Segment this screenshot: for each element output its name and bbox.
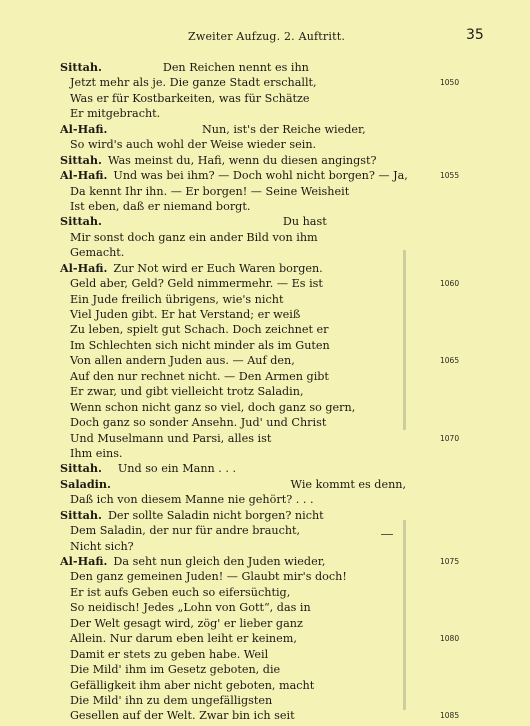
verse-text-span: Mir sonst doch ganz ein ander Bild von ihm bbox=[70, 230, 318, 244]
verse-line bbox=[60, 137, 480, 152]
verse-text-span: Und was bei ihm? — Doch wohl nicht borgen? — Ja, bbox=[113, 169, 408, 183]
running-header bbox=[0, 27, 530, 46]
page-number: 35 bbox=[466, 27, 484, 43]
verse-line bbox=[60, 616, 480, 631]
verse-line bbox=[60, 446, 480, 461]
verse-text-span: Ist eben, daß er niemand borgt. bbox=[70, 199, 251, 213]
verse-text bbox=[60, 60, 480, 724]
verse-text-span: Ein Jude freilich übrigens, wie's nicht bbox=[70, 292, 284, 306]
verse-text-span: Dem Saladin, der nur für andre braucht, bbox=[70, 524, 301, 538]
verse-text-span: Die Mild' ihn zu dem ungefälligsten bbox=[70, 693, 273, 707]
speaker-name: Sittah. bbox=[60, 152, 102, 167]
verse-text-span: Wie kommt es denn, bbox=[290, 477, 407, 491]
speaker-name: Sittah. bbox=[60, 461, 102, 476]
verse-line bbox=[60, 91, 480, 106]
verse-text-span: Nun, ist's der Reiche wieder, bbox=[202, 122, 366, 136]
verse-text-span: Den ganz gemeinen Juden! — Glaubt mir's doch! bbox=[70, 570, 347, 584]
verse-line bbox=[60, 647, 480, 662]
verse-line bbox=[60, 477, 480, 492]
verse-line bbox=[60, 230, 480, 245]
verse-line bbox=[60, 199, 480, 214]
line-number: 1050 bbox=[440, 78, 460, 88]
verse-text-span: Er ist aufs Geben euch so eifersüchtig, bbox=[70, 585, 291, 599]
verse-text-span: Im Schlechten sich nicht minder als im Guten bbox=[70, 338, 330, 352]
line-number: 1065 bbox=[440, 356, 460, 366]
speaker-name: Al-Hafi. bbox=[60, 121, 108, 136]
verse-line bbox=[60, 261, 480, 276]
verse-line bbox=[60, 508, 480, 523]
verse-line bbox=[60, 153, 480, 168]
verse-line bbox=[60, 369, 480, 384]
verse-text-span: Die Mild' ihm im Gesetz geboten, die bbox=[70, 663, 281, 677]
verse-text-span: Er zwar, und gibt vielleicht trotz Saladin, bbox=[70, 385, 304, 399]
verse-text-span: Auf den nur rechnet nicht. — Den Armen gibt bbox=[70, 369, 329, 383]
verse-text-span: Gesellen auf der Welt. Zwar bin ich seit bbox=[70, 709, 295, 723]
verse-text-span: Wenn schon nicht ganz so viel, doch ganz so gern, bbox=[70, 400, 356, 414]
verse-line bbox=[60, 75, 480, 90]
line-number: 1070 bbox=[440, 433, 460, 443]
verse-line bbox=[60, 184, 480, 199]
running-title: Zweiter Aufzug. 2. Auftritt. bbox=[188, 30, 346, 43]
line-number: 1055 bbox=[440, 171, 460, 181]
verse-line bbox=[60, 585, 480, 600]
verse-line bbox=[60, 400, 480, 415]
verse-line bbox=[60, 431, 480, 446]
verse-text-span: Er mitgebracht. bbox=[70, 107, 161, 121]
verse-line bbox=[60, 708, 480, 723]
verse-line bbox=[60, 461, 480, 476]
verse-line bbox=[60, 214, 480, 229]
verse-text-span: Daß ich von diesem Manne nie gehört? . . . bbox=[70, 493, 314, 507]
speaker-name: Al-Hafi. bbox=[60, 168, 108, 183]
verse-line bbox=[60, 523, 480, 538]
verse-line bbox=[60, 384, 480, 399]
verse-text-span: Geld aber, Geld? Geld nimmermehr. — Es ist bbox=[70, 277, 323, 291]
verse-line bbox=[60, 307, 480, 322]
verse-text-span: Zu leben, spielt gut Schach. Doch zeichnet er bbox=[70, 323, 329, 337]
verse-text-span: Gefälligkeit ihm aber nicht geboten, macht bbox=[70, 678, 315, 692]
verse-line bbox=[60, 338, 480, 353]
speaker-name: Sittah. bbox=[60, 507, 102, 522]
verse-text-span: Zur Not wird er Euch Waren borgen. bbox=[113, 261, 323, 275]
verse-text-span: Was er für Kostbarkeiten, was für Schätze bbox=[70, 91, 310, 105]
speaker-name: Saladin. bbox=[60, 476, 111, 491]
verse-text-span: Gemacht. bbox=[70, 246, 125, 260]
verse-line bbox=[60, 569, 480, 584]
verse-text-span: Der Welt gesagt wird, zög' er lieber ganz bbox=[70, 616, 303, 630]
verse-text-span: Was meinst du, Hafi, wenn du diesen angingst? bbox=[107, 153, 377, 167]
verse-text-span: Nicht sich? bbox=[70, 539, 134, 553]
verse-text-span: Allein. Nur darum eben leiht er keinem, bbox=[70, 632, 297, 646]
line-number: 1060 bbox=[440, 279, 460, 289]
verse-text-span: Der sollte Saladin nicht borgen? nicht bbox=[107, 508, 324, 522]
verse-text-span: Doch ganz so sonder Ansehn. Jud' und Christ bbox=[70, 416, 327, 430]
verse-line bbox=[60, 292, 480, 307]
verse-line bbox=[60, 662, 480, 677]
verse-line bbox=[60, 415, 480, 430]
verse-line bbox=[60, 276, 480, 291]
verse-line bbox=[60, 492, 480, 507]
verse-line bbox=[60, 600, 480, 615]
verse-line bbox=[60, 106, 480, 121]
verse-text-span: Da seht nun gleich den Juden wieder, bbox=[113, 555, 326, 568]
verse-line bbox=[60, 322, 480, 337]
speaker-name: Sittah. bbox=[60, 214, 102, 229]
verse-line bbox=[60, 539, 480, 554]
verse-text-span: Und so ein Mann . . . bbox=[117, 462, 237, 476]
verse-line bbox=[60, 122, 480, 137]
verse-text-span: Und Muselmann und Parsi, alles ist bbox=[70, 431, 272, 445]
speaker-name: Sittah. bbox=[60, 60, 102, 74]
verse-text-span: So wird's auch wohl der Weise wieder sein. bbox=[70, 138, 317, 152]
line-number: 1075 bbox=[440, 557, 460, 566]
verse-line bbox=[60, 554, 480, 569]
verse-line bbox=[60, 353, 480, 368]
speaker-name: Al-Hafi. bbox=[60, 554, 108, 568]
line-number: 1080 bbox=[440, 634, 460, 644]
verse-text-span: Damit er stets zu geben habe. Weil bbox=[70, 647, 269, 661]
verse-text-span: So neidisch! Jedes „Lohn von Gott“, das in bbox=[70, 601, 311, 615]
verse-line bbox=[60, 678, 480, 693]
verse-text-span: Ihm eins. bbox=[70, 446, 123, 460]
verse-text-span: Jetzt mehr als je. Die ganze Stadt erschallt, bbox=[70, 76, 317, 90]
verse-text-span: Viel Juden gibt. Er hat Verstand; er weiß bbox=[70, 308, 301, 321]
verse-text-span: Den Reichen nennt es ihn bbox=[162, 61, 309, 74]
speaker-name: Al-Hafi. bbox=[60, 260, 108, 275]
line-number: 1085 bbox=[440, 711, 460, 721]
verse-line bbox=[60, 631, 480, 646]
verse-text-span: Von allen andern Juden aus. — Auf den, bbox=[70, 354, 295, 368]
verse-text-span: Da kennt Ihr ihn. — Er borgen! — Seine Weisheit bbox=[70, 184, 350, 198]
verse-line bbox=[60, 245, 480, 260]
verse-line bbox=[60, 693, 480, 708]
verse-line bbox=[60, 60, 480, 75]
verse-line bbox=[60, 168, 480, 183]
verse-text-span: Du hast bbox=[282, 215, 327, 229]
